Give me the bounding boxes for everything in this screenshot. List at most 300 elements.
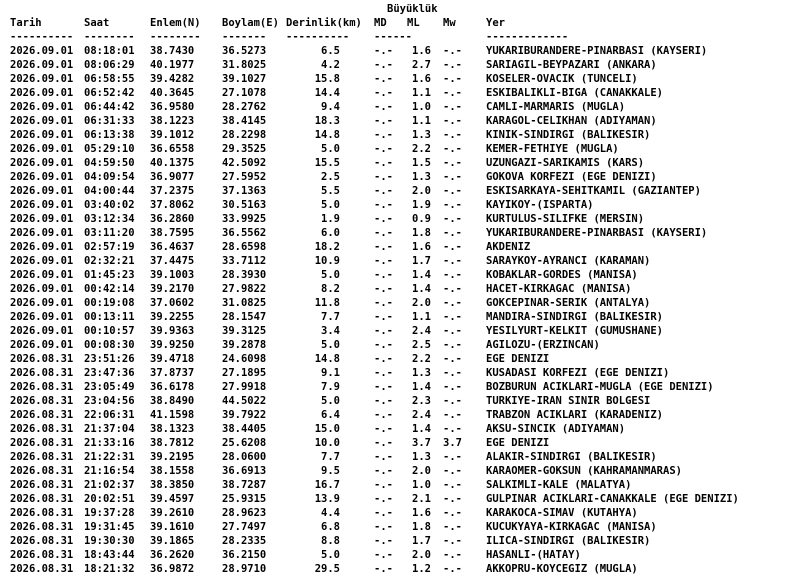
table-row (4, 72, 800, 86)
column-header-row (4, 16, 800, 30)
row-longitude: 27.1895 (222, 367, 267, 379)
row-md: -.- (374, 353, 393, 365)
row-md: -.- (374, 381, 393, 393)
row-time: 23:47:36 (84, 367, 135, 379)
row-md: -.- (374, 521, 393, 533)
row-date: 2026.08.31 (10, 451, 74, 463)
row-mw: -.- (443, 283, 462, 295)
row-ml: 1.0 (412, 101, 431, 113)
row-longitude: 28.0600 (222, 451, 267, 463)
table-row (4, 268, 800, 282)
row-date: 2026.09.01 (10, 311, 74, 323)
row-ml: 2.0 (412, 297, 431, 309)
row-md: -.- (374, 479, 393, 491)
row-ml: 1.6 (412, 45, 431, 57)
row-latitude: 38.1558 (150, 465, 195, 477)
row-ml: 1.1 (412, 115, 431, 127)
row-place: GULPINAR ACIKLARI-CANAKKALE (EGE DENIZI) (486, 493, 739, 505)
row-place: KARAKOCA-SIMAV (KUTAHYA) (486, 507, 638, 519)
row-mw: -.- (443, 129, 462, 141)
row-ml: 1.5 (412, 157, 431, 169)
row-date: 2026.09.01 (10, 73, 74, 85)
row-md: -.- (374, 507, 393, 519)
row-depth: 14.4 (314, 87, 340, 99)
row-mw: -.- (443, 339, 462, 351)
row-place: KOBAKLAR-GORDES (MANISA) (486, 269, 638, 281)
row-mw: -.- (443, 395, 462, 407)
row-longitude: 28.3930 (222, 269, 267, 281)
row-date: 2026.08.31 (10, 507, 74, 519)
row-time: 08:18:01 (84, 45, 135, 57)
table-row (4, 86, 800, 100)
row-time: 19:31:45 (84, 521, 135, 533)
row-latitude: 39.9363 (150, 325, 195, 337)
row-time: 00:19:08 (84, 297, 135, 309)
row-place: HASANLI-(HATAY) (486, 549, 581, 561)
row-ml: 1.7 (412, 255, 431, 267)
table-row (4, 492, 800, 506)
row-time: 06:44:42 (84, 101, 135, 113)
row-depth: 9.4 (321, 101, 340, 113)
row-time: 21:02:37 (84, 479, 135, 491)
row-depth: 15.8 (314, 73, 340, 85)
row-longitude: 28.9623 (222, 507, 267, 519)
row-place: KINIK-SINDIRGI (BALIKESIR) (486, 129, 651, 141)
row-date: 2026.09.01 (10, 199, 74, 211)
header-md: MD (374, 17, 387, 29)
row-date: 2026.08.31 (10, 535, 74, 547)
row-longitude: 39.3125 (222, 325, 267, 337)
row-md: -.- (374, 45, 393, 57)
row-time: 03:40:02 (84, 199, 135, 211)
row-place: ESKIBALIKLI-BIGA (CANAKKALE) (486, 87, 664, 99)
header-depth: Derinlik(km) (286, 17, 362, 29)
row-date: 2026.09.01 (10, 143, 74, 155)
row-date: 2026.08.31 (10, 493, 74, 505)
row-longitude: 24.6098 (222, 353, 267, 365)
row-depth: 6.8 (321, 521, 340, 533)
header-longitude: Boylam(E) (222, 17, 279, 29)
row-latitude: 38.8490 (150, 395, 195, 407)
row-date: 2026.08.31 (10, 549, 74, 561)
row-ml: 1.6 (412, 507, 431, 519)
row-time: 21:33:16 (84, 437, 135, 449)
row-mw: -.- (443, 241, 462, 253)
row-place: KARAGOL-CELIKHAN (ADIYAMAN) (486, 115, 657, 127)
row-mw: -.- (443, 171, 462, 183)
row-longitude: 31.0825 (222, 297, 267, 309)
row-mw: -.- (443, 297, 462, 309)
row-depth: 5.5 (321, 185, 340, 197)
row-md: -.- (374, 227, 393, 239)
row-ml: 1.4 (412, 269, 431, 281)
row-place: BOZBURUN ACIKLARI-MUGLA (EGE DENIZI) (486, 381, 714, 393)
row-longitude: 39.2878 (222, 339, 267, 351)
table-row (4, 408, 800, 422)
row-ml: 1.1 (412, 311, 431, 323)
row-ml: 2.1 (412, 493, 431, 505)
row-place: KURTULUS-SILIFKE (MERSIN) (486, 213, 645, 225)
row-md: -.- (374, 185, 393, 197)
row-latitude: 36.6558 (150, 143, 195, 155)
row-ml: 1.3 (412, 451, 431, 463)
table-row (4, 142, 800, 156)
row-latitude: 38.7430 (150, 45, 195, 57)
row-longitude: 38.4405 (222, 423, 267, 435)
row-place: KARAOMER-GOKSUN (KAHRAMANMARAS) (486, 465, 682, 477)
row-time: 23:04:56 (84, 395, 135, 407)
row-ml: 1.0 (412, 479, 431, 491)
table-row (4, 100, 800, 114)
row-mw: -.- (443, 101, 462, 113)
row-depth: 6.4 (321, 409, 340, 421)
row-longitude: 28.2762 (222, 101, 267, 113)
row-place: ALAKIR-SINDIRGI (BALIKESIR) (486, 451, 657, 463)
row-longitude: 27.1078 (222, 87, 267, 99)
row-depth: 6.0 (321, 227, 340, 239)
table-row (4, 506, 800, 520)
row-place: EGE DENIZI (486, 353, 550, 365)
row-mw: -.- (443, 269, 462, 281)
row-ml: 0.9 (412, 213, 431, 225)
row-time: 19:37:28 (84, 507, 135, 519)
table-row (4, 450, 800, 464)
magnitude-group-title-row (4, 2, 800, 16)
row-place: AGILOZU-(ERZINCAN) (486, 339, 600, 351)
row-time: 00:13:11 (84, 311, 135, 323)
row-longitude: 33.7112 (222, 255, 267, 267)
row-place: AKKOPRU-KOYCEGIZ (MUGLA) (486, 563, 638, 575)
table-row (4, 436, 800, 450)
row-date: 2026.09.01 (10, 227, 74, 239)
row-latitude: 39.9250 (150, 339, 195, 351)
row-md: -.- (374, 325, 393, 337)
row-latitude: 36.4637 (150, 241, 195, 253)
row-md: -.- (374, 269, 393, 281)
row-depth: 5.0 (321, 339, 340, 351)
row-latitude: 36.9872 (150, 563, 195, 575)
row-date: 2026.09.01 (10, 157, 74, 169)
row-time: 21:37:04 (84, 423, 135, 435)
row-place: KOSELER-OVACIK (TUNCELI) (486, 73, 638, 85)
row-latitude: 39.1865 (150, 535, 195, 547)
row-md: -.- (374, 213, 393, 225)
row-longitude: 30.5163 (222, 199, 267, 211)
row-ml: 2.3 (412, 395, 431, 407)
row-time: 05:29:10 (84, 143, 135, 155)
header-separator-row (4, 30, 800, 44)
table-row (4, 296, 800, 310)
table-row (4, 394, 800, 408)
row-ml: 2.0 (412, 465, 431, 477)
row-ml: 1.3 (412, 367, 431, 379)
row-time: 03:12:34 (84, 213, 135, 225)
row-time: 00:10:57 (84, 325, 135, 337)
row-date: 2026.08.31 (10, 353, 74, 365)
row-depth: 13.9 (314, 493, 340, 505)
header-ml: ML (407, 17, 420, 29)
row-md: -.- (374, 339, 393, 351)
row-mw: -.- (443, 157, 462, 169)
row-date: 2026.08.31 (10, 465, 74, 477)
row-longitude: 29.3525 (222, 143, 267, 155)
row-mw: -.- (443, 381, 462, 393)
row-latitude: 39.1003 (150, 269, 195, 281)
row-date: 2026.09.01 (10, 325, 74, 337)
row-md: -.- (374, 171, 393, 183)
row-longitude: 44.5022 (222, 395, 267, 407)
row-time: 08:06:29 (84, 59, 135, 71)
row-date: 2026.09.01 (10, 213, 74, 225)
row-ml: 1.3 (412, 171, 431, 183)
row-latitude: 39.2170 (150, 283, 195, 295)
row-md: -.- (374, 437, 393, 449)
row-ml: 1.7 (412, 535, 431, 547)
row-mw: -.- (443, 311, 462, 323)
row-depth: 15.0 (314, 423, 340, 435)
row-place: GOKCEPINAR-SERIK (ANTALYA) (486, 297, 651, 309)
row-mw: -.- (443, 563, 462, 575)
table-row (4, 534, 800, 548)
row-latitude: 39.2255 (150, 311, 195, 323)
row-date: 2026.09.01 (10, 185, 74, 197)
row-date: 2026.09.01 (10, 283, 74, 295)
table-row (4, 548, 800, 562)
row-latitude: 36.9580 (150, 101, 195, 113)
row-mw: -.- (443, 87, 462, 99)
row-date: 2026.09.01 (10, 87, 74, 99)
row-mw: -.- (443, 185, 462, 197)
row-latitude: 39.4718 (150, 353, 195, 365)
row-time: 06:58:55 (84, 73, 135, 85)
row-place: ILICA-SINDIRGI (BALIKESIR) (486, 535, 651, 547)
row-depth: 7.7 (321, 311, 340, 323)
header-mw: Mw (443, 17, 456, 29)
row-time: 23:51:26 (84, 353, 135, 365)
table-row (4, 58, 800, 72)
row-time: 23:05:49 (84, 381, 135, 393)
row-time: 21:22:31 (84, 451, 135, 463)
separator-longitude: ------- (222, 31, 267, 43)
row-place: EGE DENIZI (486, 437, 550, 449)
row-md: -.- (374, 87, 393, 99)
row-latitude: 39.2195 (150, 451, 195, 463)
row-ml: 1.4 (412, 423, 431, 435)
table-row (4, 310, 800, 324)
row-mw: -.- (443, 199, 462, 211)
row-date: 2026.09.01 (10, 115, 74, 127)
row-time: 21:16:54 (84, 465, 135, 477)
table-row (4, 128, 800, 142)
row-longitude: 36.5273 (222, 45, 267, 57)
row-latitude: 38.3850 (150, 479, 195, 491)
row-place: HACET-KIRKAGAC (MANISA) (486, 283, 632, 295)
row-md: -.- (374, 241, 393, 253)
row-depth: 10.0 (314, 437, 340, 449)
table-row (4, 520, 800, 534)
row-longitude: 28.2335 (222, 535, 267, 547)
row-latitude: 39.4597 (150, 493, 195, 505)
table-row (4, 44, 800, 58)
row-mw: -.- (443, 521, 462, 533)
row-md: -.- (374, 157, 393, 169)
row-latitude: 38.1223 (150, 115, 195, 127)
row-ml: 2.0 (412, 549, 431, 561)
row-latitude: 39.2610 (150, 507, 195, 519)
row-depth: 7.9 (321, 381, 340, 393)
row-latitude: 36.2860 (150, 213, 195, 225)
row-place: KAYIKOY-(ISPARTA) (486, 199, 594, 211)
row-ml: 2.0 (412, 185, 431, 197)
row-mw: -.- (443, 73, 462, 85)
row-date: 2026.09.01 (10, 101, 74, 113)
table-row (4, 226, 800, 240)
row-longitude: 28.6598 (222, 241, 267, 253)
row-time: 06:13:38 (84, 129, 135, 141)
row-time: 00:42:14 (84, 283, 135, 295)
row-latitude: 39.1610 (150, 521, 195, 533)
row-longitude: 36.5562 (222, 227, 267, 239)
row-depth: 2.5 (321, 171, 340, 183)
row-date: 2026.08.31 (10, 395, 74, 407)
row-longitude: 27.5952 (222, 171, 267, 183)
row-md: -.- (374, 563, 393, 575)
row-longitude: 28.9710 (222, 563, 267, 575)
row-mw: -.- (443, 227, 462, 239)
row-ml: 1.8 (412, 227, 431, 239)
row-mw: -.- (443, 423, 462, 435)
row-ml: 1.6 (412, 241, 431, 253)
row-latitude: 40.1375 (150, 157, 195, 169)
row-ml: 2.4 (412, 409, 431, 421)
row-depth: 6.5 (321, 45, 340, 57)
row-latitude: 37.2375 (150, 185, 195, 197)
row-md: -.- (374, 395, 393, 407)
row-md: -.- (374, 199, 393, 211)
magnitude-group-title: Büyüklük (387, 3, 438, 15)
row-longitude: 27.9822 (222, 283, 267, 295)
row-depth: 8.8 (321, 535, 340, 547)
row-place: TURKIYE-IRAN SINIR BOLGESI (486, 395, 651, 407)
row-time: 04:00:44 (84, 185, 135, 197)
row-depth: 5.0 (321, 143, 340, 155)
row-time: 18:21:32 (84, 563, 135, 575)
table-row (4, 240, 800, 254)
row-mw: -.- (443, 465, 462, 477)
row-latitude: 41.1598 (150, 409, 195, 421)
row-depth: 14.8 (314, 129, 340, 141)
row-md: -.- (374, 465, 393, 477)
row-depth: 1.9 (321, 213, 340, 225)
row-place: AKSU-SINCIK (ADIYAMAN) (486, 423, 626, 435)
row-date: 2026.08.31 (10, 381, 74, 393)
row-place: KEMER-FETHIYE (MUGLA) (486, 143, 619, 155)
row-depth: 14.8 (314, 353, 340, 365)
table-row (4, 254, 800, 268)
row-mw: -.- (443, 479, 462, 491)
row-date: 2026.09.01 (10, 59, 74, 71)
row-longitude: 25.6208 (222, 437, 267, 449)
row-longitude: 28.2298 (222, 129, 267, 141)
table-row (4, 562, 800, 576)
row-date: 2026.09.01 (10, 129, 74, 141)
row-mw: -.- (443, 115, 462, 127)
row-place: SARAYKOY-AYRANCI (KARAMAN) (486, 255, 651, 267)
separator-time: -------- (84, 31, 135, 43)
row-latitude: 39.1012 (150, 129, 195, 141)
row-longitude: 25.9315 (222, 493, 267, 505)
row-place: KUSADASI KORFEZI (EGE DENIZI) (486, 367, 670, 379)
table-row (4, 464, 800, 478)
table-row (4, 114, 800, 128)
row-latitude: 40.1977 (150, 59, 195, 71)
table-row (4, 170, 800, 184)
row-md: -.- (374, 129, 393, 141)
row-depth: 7.7 (321, 451, 340, 463)
row-depth: 10.9 (314, 255, 340, 267)
row-date: 2026.08.31 (10, 563, 74, 575)
row-md: -.- (374, 255, 393, 267)
row-time: 04:09:54 (84, 171, 135, 183)
row-md: -.- (374, 115, 393, 127)
row-latitude: 40.3645 (150, 87, 195, 99)
row-place: GOKOVA KORFEZI (EGE DENIZI) (486, 171, 657, 183)
separator-latitude: -------- (150, 31, 201, 43)
row-time: 20:02:51 (84, 493, 135, 505)
row-date: 2026.09.01 (10, 339, 74, 351)
row-depth: 5.0 (321, 269, 340, 281)
row-longitude: 39.7922 (222, 409, 267, 421)
separator-date: ---------- (10, 31, 74, 43)
row-date: 2026.08.31 (10, 521, 74, 533)
earthquake-rows (4, 44, 800, 576)
row-place: SARIAGIL-BEYPAZARI (ANKARA) (486, 59, 657, 71)
row-longitude: 36.6913 (222, 465, 267, 477)
row-ml: 1.9 (412, 199, 431, 211)
row-longitude: 42.5092 (222, 157, 267, 169)
table-row (4, 380, 800, 394)
row-depth: 15.5 (314, 157, 340, 169)
row-date: 2026.08.31 (10, 409, 74, 421)
row-time: 01:45:23 (84, 269, 135, 281)
row-latitude: 37.8062 (150, 199, 195, 211)
separator-place: ------------- (486, 31, 569, 43)
header-time: Saat (84, 17, 110, 29)
row-ml: 2.2 (412, 143, 431, 155)
row-latitude: 36.9077 (150, 171, 195, 183)
table-row (4, 212, 800, 226)
row-date: 2026.09.01 (10, 171, 74, 183)
row-longitude: 27.7497 (222, 521, 267, 533)
row-depth: 9.1 (321, 367, 340, 379)
row-ml: 2.7 (412, 59, 431, 71)
row-ml: 2.5 (412, 339, 431, 351)
row-time: 00:08:30 (84, 339, 135, 351)
row-mw: -.- (443, 353, 462, 365)
table-row (4, 352, 800, 366)
row-place: UZUNGAZI-SARIKAMIS (KARS) (486, 157, 645, 169)
row-date: 2026.08.31 (10, 423, 74, 435)
row-longitude: 37.1363 (222, 185, 267, 197)
row-ml: 3.7 (412, 437, 431, 449)
row-latitude: 37.4475 (150, 255, 195, 267)
row-depth: 5.0 (321, 549, 340, 561)
row-mw: -.- (443, 451, 462, 463)
table-row (4, 338, 800, 352)
row-latitude: 39.4282 (150, 73, 195, 85)
row-longitude: 39.1027 (222, 73, 267, 85)
row-md: -.- (374, 535, 393, 547)
